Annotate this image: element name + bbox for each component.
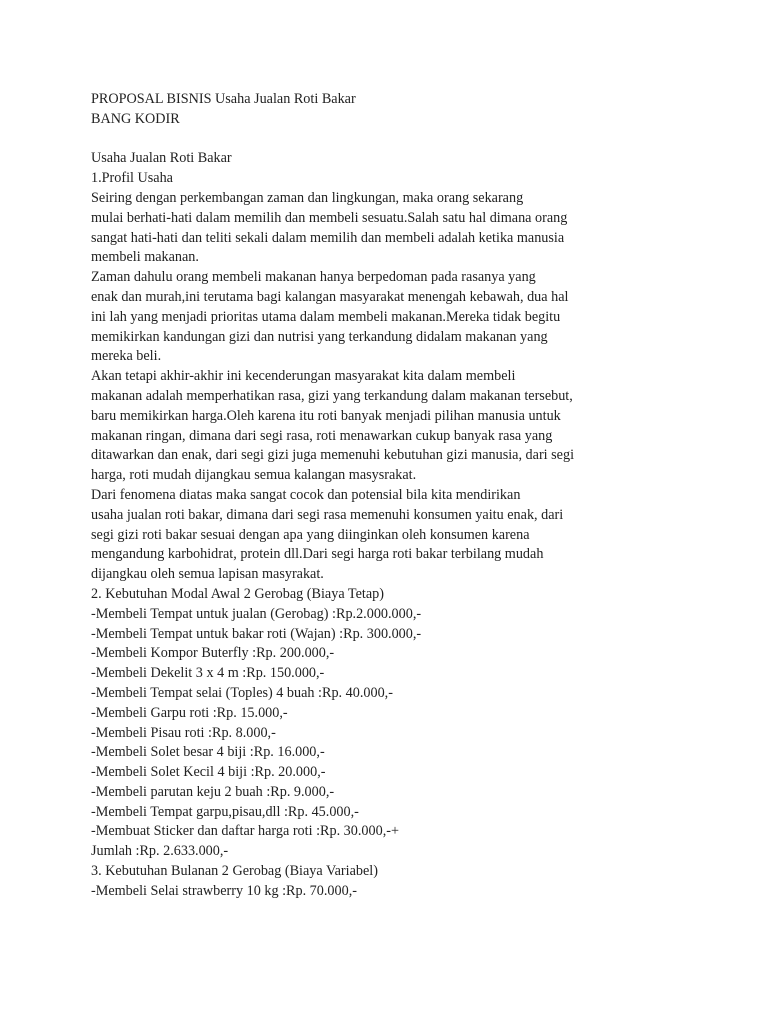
paragraph-line: ditawarkan dan enak, dari segi gizi juga memenuhi kebutuhan gizi manusia, dari segi xyxy=(91,447,575,464)
cost-item: -Membeli Tempat selai (Toples) 4 buah :Rp. 40.000,- xyxy=(91,684,393,701)
cost-item: -Membeli Pisau roti :Rp. 8.000,- xyxy=(91,724,276,741)
paragraph-line: usaha jualan roti bakar, dimana dari segi rasa memenuhi konsumen yaitu enak, dari xyxy=(91,506,564,523)
cost-item: -Membeli Tempat garpu,pisau,dll :Rp. 45.000,- xyxy=(91,803,359,820)
cost-item: -Membeli Solet Kecil 4 biji :Rp. 20.000,- xyxy=(91,764,326,781)
paragraph-line: ini lah yang menjadi prioritas utama dalam membeli makanan.Mereka tidak begitu xyxy=(91,308,561,325)
paragraph-line: makanan ringan, dimana dari segi rasa, roti menawarkan cukup banyak rasa yang xyxy=(91,427,553,444)
paragraph-line: makanan adalah memperhatikan rasa, gizi yang terkandung dalam makanan tersebut, xyxy=(91,387,573,404)
section-heading-profil: 1.Profil Usaha xyxy=(91,170,173,187)
paragraph-line: memikirkan kandungan gizi dan nutrisi yang terkandung didalam makanan yang xyxy=(91,328,548,345)
paragraph-line: mereka beli. xyxy=(91,348,162,365)
paragraph-line: mulai berhati-hati dalam memilih dan membeli sesuatu.Salah satu hal dimana orang xyxy=(91,209,568,226)
cost-item: -Membeli Selai strawberry 10 kg :Rp. 70.000,- xyxy=(91,882,357,899)
paragraph-line: membeli makanan. xyxy=(91,249,199,266)
cost-item: -Membeli Solet besar 4 biji :Rp. 16.000,- xyxy=(91,744,325,761)
section-heading-bulanan: 3. Kebutuhan Bulanan 2 Gerobag (Biaya Variabel) xyxy=(91,863,378,880)
blank-line xyxy=(91,130,711,150)
paragraph-line: harga, roti mudah dijangkau semua kalangan masysrakat. xyxy=(91,467,417,484)
paragraph-line: baru memikirkan harga.Oleh karena itu roti banyak menjadi pilihan manusia untuk xyxy=(91,407,561,424)
paragraph-line: enak dan murah,ini terutama bagi kalangan masyarakat menengah kebawah, dua hal xyxy=(91,288,569,305)
document-subtitle: BANG KODIR xyxy=(91,110,180,127)
paragraph-line: segi gizi roti bakar sesuai dengan apa yang diinginkan oleh konsumen karena xyxy=(91,526,530,543)
paragraph-line: Dari fenomena diatas maka sangat cocok dan potensial bila kita mendirikan xyxy=(91,486,521,503)
paragraph-line: Zaman dahulu orang membeli makanan hanya berpedoman pada rasanya yang xyxy=(91,269,536,286)
cost-item: -Membeli Tempat untuk jualan (Gerobag) :Rp.2.000.000,- xyxy=(91,605,422,622)
paragraph-line: sangat hati-hati dan teliti sekali dalam memilih dan membeli adalah ketika manusia xyxy=(91,229,565,246)
cost-item: -Membeli parutan keju 2 buah :Rp. 9.000,- xyxy=(91,783,335,800)
paragraph-line: Seiring dengan perkembangan zaman dan lingkungan, maka orang sekarang xyxy=(91,189,524,206)
paragraph-line: dijangkau oleh semua lapisan masyrakat. xyxy=(91,566,324,583)
cost-item: -Membeli Dekelit 3 x 4 m :Rp. 150.000,- xyxy=(91,665,325,682)
cost-item: -Membeli Kompor Buterfly :Rp. 200.000,- xyxy=(91,645,335,662)
document-page xyxy=(91,90,711,902)
cost-total: Jumlah :Rp. 2.633.000,- xyxy=(91,843,229,860)
paragraph-line: mengandung karbohidrat, protein dll.Dari segi harga roti bakar terbilang mudah xyxy=(91,546,544,563)
document-title: PROPOSAL BISNIS Usaha Jualan Roti Bakar xyxy=(91,91,356,107)
cost-item: -Membeli Tempat untuk bakar roti (Wajan) :Rp. 300.000,- xyxy=(91,625,422,642)
cost-item: -Membuat Sticker dan daftar harga roti :Rp. 30.000,-+ xyxy=(91,823,399,840)
paragraph-line: Akan tetapi akhir-akhir ini kecenderungan masyarakat kita dalam membeli xyxy=(91,368,516,385)
cost-item: -Membeli Garpu roti :Rp. 15.000,- xyxy=(91,704,288,721)
section-heading-modal-awal: 2. Kebutuhan Modal Awal 2 Gerobag (Biaya Tetap) xyxy=(91,585,384,602)
section-heading: Usaha Jualan Roti Bakar xyxy=(91,150,232,167)
